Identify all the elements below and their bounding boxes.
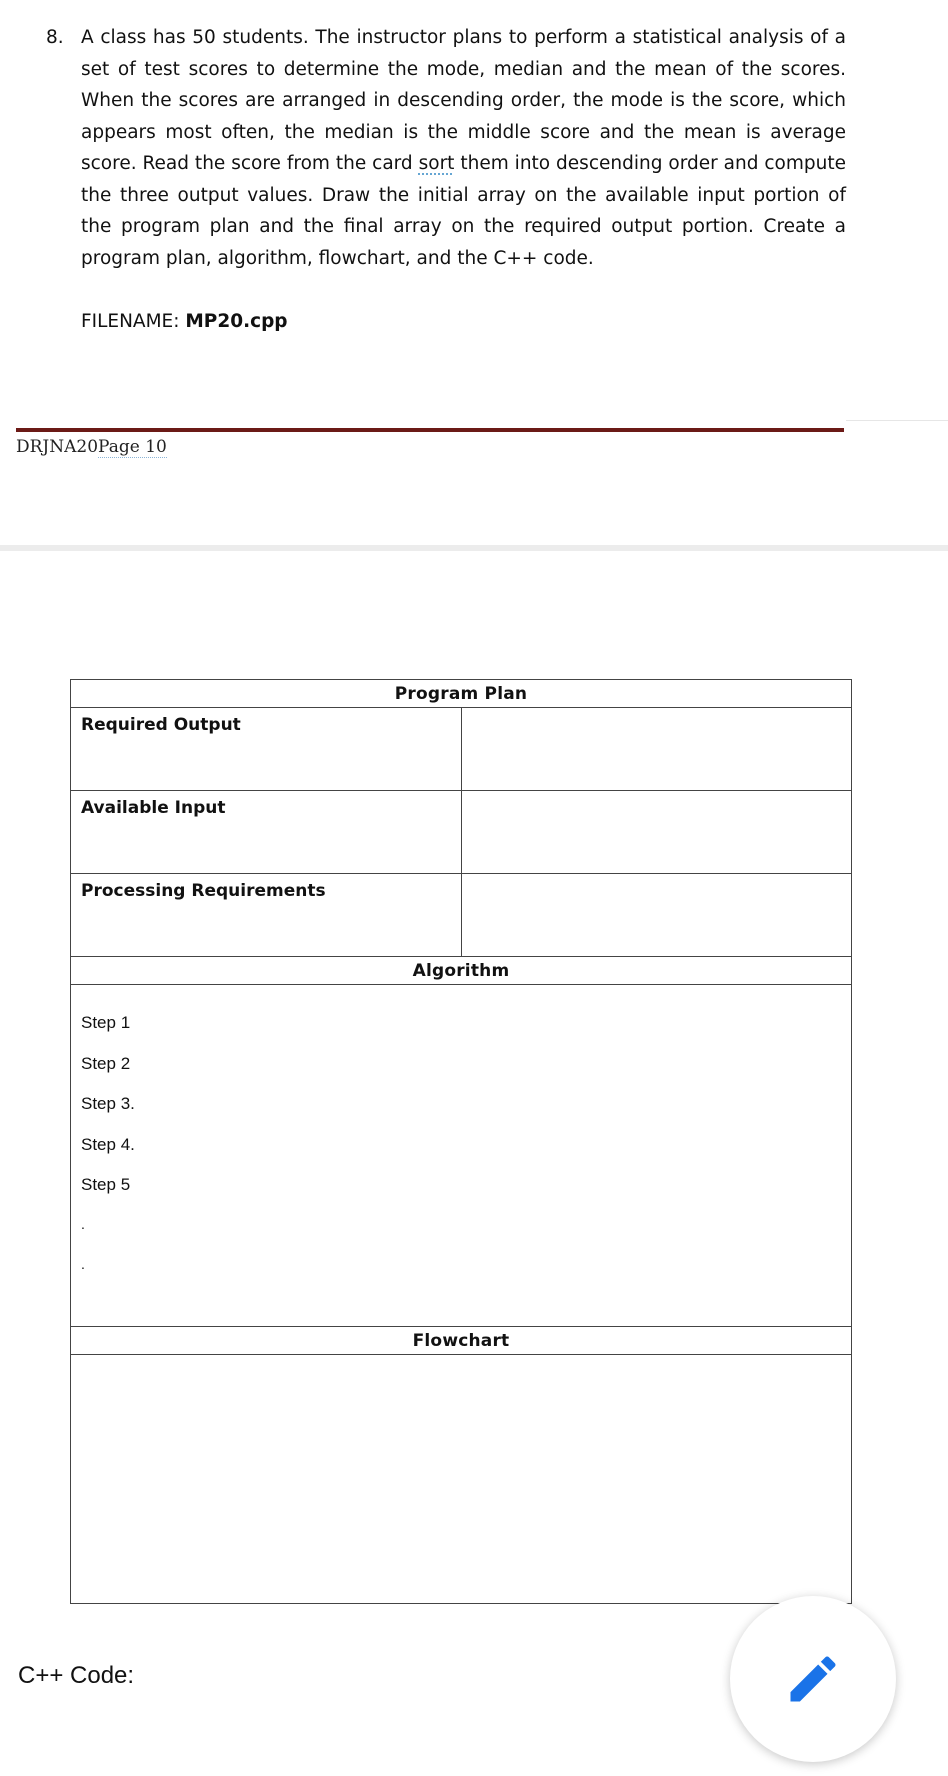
edit-fab-button[interactable] xyxy=(730,1596,896,1762)
required-output-cell[interactable] xyxy=(461,708,852,791)
algorithm-step: Step 2 xyxy=(81,1053,131,1073)
plan-row-available-input xyxy=(71,791,852,874)
algorithm-step: Step 5 xyxy=(81,1175,131,1194)
problem-text-part-1: A class has 50 students. The instructor plans to perform a statistical analysis of a set of test scores to determine the mode, median and the mean of the scores. When the scores are arranged in descending order, the mode is the score, which appears most often, the median is the middle score and the mean is average score. Read the score from the card xyxy=(81,27,846,174)
problem-statement xyxy=(46,22,846,274)
processing-requirements-cell[interactable] xyxy=(461,874,852,957)
footer-doc-id: DRJNA20 xyxy=(16,437,99,457)
plan-row-required-output xyxy=(71,708,852,791)
algorithm-step: Step 3. xyxy=(81,1094,135,1113)
program-plan-table xyxy=(70,679,852,1604)
footer-rule xyxy=(16,428,844,432)
algorithm-body[interactable] xyxy=(71,985,852,1327)
program-plan-title: Program Plan xyxy=(71,680,852,708)
page-footer xyxy=(16,437,167,457)
algorithm-step: Step 1 xyxy=(81,1013,131,1032)
filename-label: FILENAME: xyxy=(81,311,186,332)
plan-row-processing-requirements xyxy=(71,874,852,957)
flowchart-area[interactable] xyxy=(71,1355,852,1604)
problem-text xyxy=(81,22,846,274)
available-input-cell[interactable] xyxy=(461,791,852,874)
required-output-label: Required Output xyxy=(71,708,462,791)
algorithm-title: Algorithm xyxy=(71,957,852,985)
filename-line xyxy=(81,311,288,332)
problem-number: 8. xyxy=(46,27,64,48)
available-input-label: Available Input xyxy=(71,791,462,874)
underlined-word-sort: sort xyxy=(418,153,455,174)
algorithm-continuation-dot: . xyxy=(81,1256,85,1272)
pencil-icon xyxy=(783,1649,843,1709)
processing-requirements-label: Processing Requirements xyxy=(71,874,462,957)
flowchart-title: Flowchart xyxy=(71,1327,852,1355)
problem-text-part-2: them into descending order and compute the three output values. Draw the initial array on the available input portion of the program plan and the final array on the required output portion. Create a program plan, algorithm, flowchart, and the C++ code. xyxy=(81,153,846,269)
page-edge-line xyxy=(846,420,948,421)
cpp-code-label: C++ Code: xyxy=(18,1662,135,1689)
page-separator xyxy=(0,545,948,551)
filename-value: MP20.cpp xyxy=(185,311,288,332)
algorithm-continuation-dot: . xyxy=(81,1215,85,1232)
algorithm-step: Step 4. xyxy=(81,1134,135,1154)
footer-page-number: Page 10 xyxy=(98,437,167,457)
